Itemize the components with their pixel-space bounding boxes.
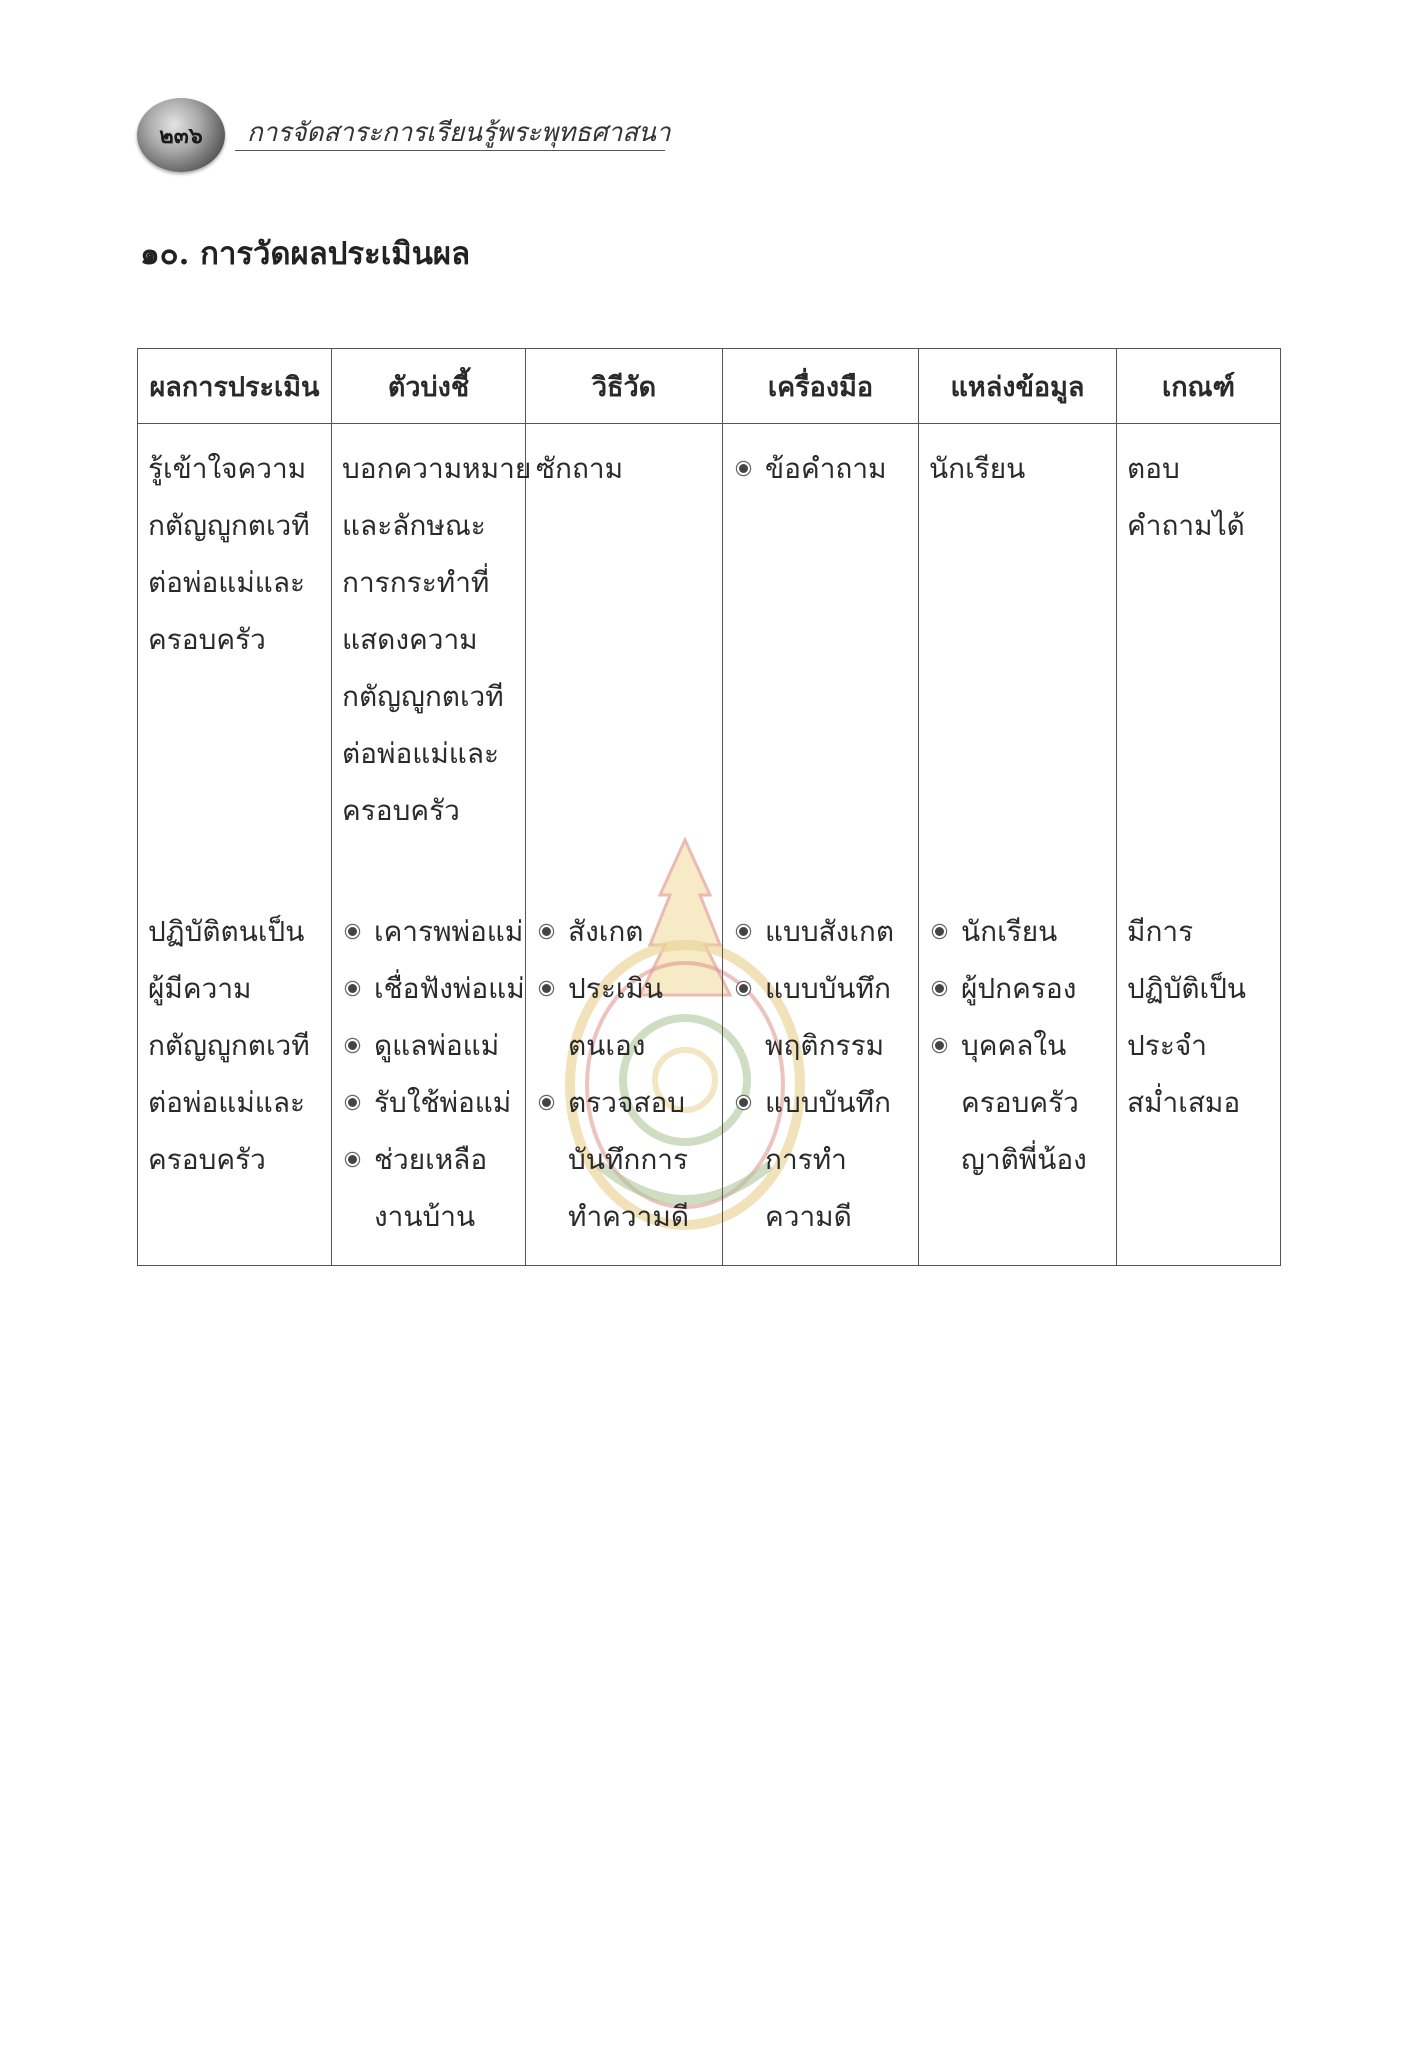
bullet-text: ตนเอง — [568, 1029, 646, 1062]
cell-line: กตัญญูกตเวที — [148, 509, 310, 542]
bullet-text: ดูแลพ่อแม่ — [374, 1029, 500, 1062]
column-header: เครื่องมือ — [723, 349, 919, 424]
tool-cell — [723, 424, 919, 892]
cell-line: แสดงความ — [342, 623, 478, 656]
bullet-item — [342, 903, 524, 960]
cell-line: ประจำ — [1127, 1029, 1207, 1062]
bullet-text: รับใช้พ่อแม่ — [374, 1086, 512, 1119]
cell-line: คำถามได้ — [1127, 509, 1245, 542]
cell-line: นักเรียน — [929, 452, 1026, 485]
bullet-item — [342, 1131, 517, 1245]
cell-line: การกระทำที่ — [342, 566, 490, 599]
cell-line: รู้เข้าใจความ — [148, 452, 307, 485]
bullet-text: งานบ้าน — [374, 1200, 476, 1233]
column-header: ตัวบ่งชี้ — [332, 349, 526, 424]
cell-line: ครอบครัว — [148, 623, 266, 656]
bullet-text: แบบสังเกต — [765, 915, 895, 948]
bullet-item — [733, 960, 910, 1074]
bullet-text: เชื่อฟังพ่อแม่ — [374, 972, 525, 1005]
indicator-cell — [332, 891, 526, 1266]
bullet-item — [536, 960, 714, 1074]
cell-line: ตอบ — [1127, 452, 1180, 485]
criteria-cell — [1117, 891, 1281, 1266]
cell-line: สม่ำเสมอ — [1127, 1086, 1241, 1119]
bullet-item — [342, 1074, 517, 1131]
bullet-item — [342, 1017, 517, 1074]
bullet-text: นักเรียน — [961, 915, 1058, 948]
bullet-text: ช่วยเหลือ — [374, 1143, 488, 1176]
bullet-text: ครอบครัว — [961, 1086, 1079, 1119]
criteria-cell — [1117, 424, 1281, 892]
bullet-text: ข้อคำถาม — [765, 452, 887, 485]
bullet-list — [733, 903, 910, 1245]
bullet-item — [929, 903, 1108, 960]
bullet-text: แบบบันทึก — [765, 1086, 891, 1119]
bullet-item — [929, 960, 1108, 1017]
header-rule — [235, 150, 665, 151]
indicator-cell — [332, 424, 532, 892]
column-header: แหล่งข้อมูล — [919, 349, 1117, 424]
bullet-text: พฤติกรรม — [765, 1029, 885, 1062]
cell-line: มีการ — [1127, 915, 1194, 948]
cell-line: ครอบครัว — [342, 794, 460, 827]
page-number: ๒๓๖ — [159, 122, 203, 149]
bullet-item — [733, 440, 910, 497]
page-header — [135, 92, 671, 172]
bullet-text: ผู้ปกครอง — [961, 972, 1077, 1005]
bullet-text: สังเกต — [568, 915, 644, 948]
bullet-item — [536, 903, 714, 960]
bullet-list — [536, 903, 714, 1245]
running-title: การจัดสาระการเรียนรู้พระพุทธศาสนา — [247, 118, 671, 148]
bullet-text: บุคคลใน — [961, 1029, 1067, 1062]
table-row — [138, 891, 1281, 1266]
bullet-text: การทำ — [765, 1143, 847, 1176]
table-header-row — [138, 349, 1281, 424]
cell-line: ปฏิบัติตนเป็น — [148, 915, 305, 948]
bullet-item — [342, 960, 525, 1017]
column-header: ผลการประเมิน — [138, 349, 332, 424]
cell-line: ปฏิบัติเป็น — [1127, 972, 1247, 1005]
bullet-text: ญาติพี่น้อง — [961, 1143, 1087, 1176]
section-heading: ๑๐. การวัดผลประเมินผล — [140, 236, 471, 272]
cell-line: ผู้มีความ — [148, 972, 252, 1005]
cell-line: กตัญญูกตเวที — [342, 680, 504, 713]
bullet-list — [733, 440, 910, 497]
bullet-text: แบบบันทึก — [765, 972, 891, 1005]
outcome-cell — [138, 424, 332, 892]
cell-line: ครอบครัว — [148, 1143, 266, 1176]
cell-line: ต่อพ่อแม่และ — [148, 1086, 306, 1119]
cell-line: ต่อพ่อแม่และ — [148, 566, 306, 599]
bullet-text: ความดี — [765, 1200, 852, 1233]
bullet-text: ทำความดี — [568, 1200, 689, 1233]
bullet-text: เคารพพ่อแม่ — [374, 915, 524, 948]
bullet-list — [342, 903, 525, 1245]
bullet-item — [733, 903, 910, 960]
source-cell — [919, 891, 1117, 1266]
bullet-text: บันทึกการ — [568, 1143, 689, 1176]
source-cell — [919, 424, 1117, 892]
page-number-badge — [137, 98, 225, 172]
method-cell — [526, 424, 723, 892]
tool-cell — [723, 891, 919, 1266]
outcome-cell — [138, 891, 332, 1266]
method-cell — [526, 891, 723, 1266]
column-header: วิธีวัด — [526, 349, 723, 424]
column-header: เกณฑ์ — [1117, 349, 1281, 424]
bullet-text: ตรวจสอบ — [568, 1086, 686, 1119]
bullet-item — [929, 1017, 1108, 1188]
assessment-table — [137, 348, 1280, 1266]
cell-line: บอกความหมาย — [342, 452, 532, 485]
cell-line: กตัญญูกตเวที — [148, 1029, 310, 1062]
cell-line: ต่อพ่อแม่และ — [342, 737, 500, 770]
bullet-item — [733, 1074, 910, 1245]
bullet-item — [536, 1074, 714, 1245]
table-row — [138, 424, 1281, 892]
cell-line: และลักษณะ — [342, 509, 486, 542]
cell-line: ซักถาม — [536, 452, 624, 485]
bullet-text: ประเมิน — [568, 972, 664, 1005]
bullet-list — [929, 903, 1108, 1188]
